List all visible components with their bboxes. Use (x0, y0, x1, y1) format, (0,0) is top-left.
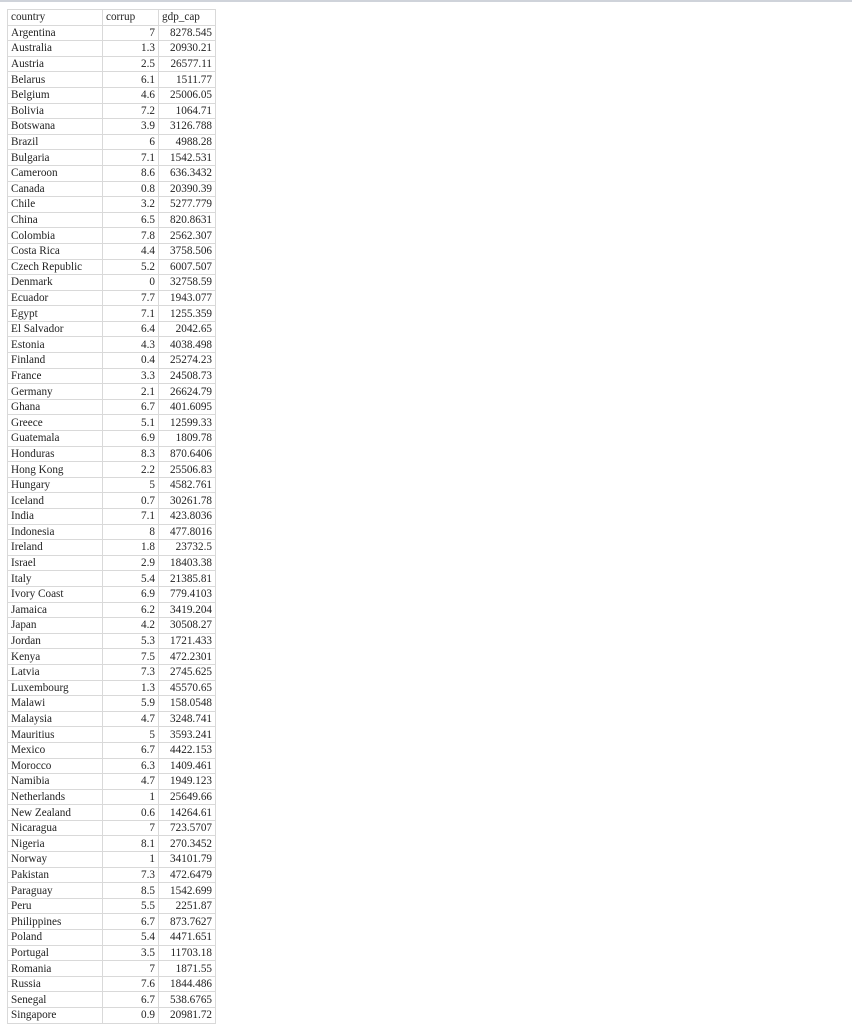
data-table (7, 9, 216, 1024)
country-cell[interactable]: Peru (8, 898, 103, 914)
gdp-cap-cell[interactable]: 4038.498 (159, 337, 216, 353)
country-cell[interactable]: Belarus (8, 72, 103, 88)
table-row (8, 540, 216, 556)
gdp-cap-cell[interactable]: 723.5707 (159, 820, 216, 836)
corrup-cell[interactable]: 7.7 (103, 290, 159, 306)
table-row (8, 87, 216, 103)
column-header-country[interactable]: country (8, 10, 103, 26)
corrup-cell[interactable]: 8.1 (103, 836, 159, 852)
corrup-cell[interactable]: 7.8 (103, 228, 159, 244)
gdp-cap-cell[interactable]: 30508.27 (159, 618, 216, 634)
country-cell[interactable]: Russia (8, 976, 103, 992)
country-cell[interactable]: Morocco (8, 758, 103, 774)
country-cell[interactable]: Malaysia (8, 711, 103, 727)
country-cell[interactable]: Chile (8, 197, 103, 213)
gdp-cap-cell[interactable]: 25274.23 (159, 353, 216, 369)
gdp-cap-cell[interactable]: 5277.779 (159, 197, 216, 213)
corrup-cell[interactable]: 2.1 (103, 384, 159, 400)
gdp-cap-cell[interactable]: 12599.33 (159, 415, 216, 431)
corrup-cell[interactable]: 4.7 (103, 711, 159, 727)
corrup-cell[interactable]: 7.2 (103, 103, 159, 119)
country-cell[interactable]: Costa Rica (8, 243, 103, 259)
country-cell[interactable]: Belgium (8, 87, 103, 103)
country-cell[interactable]: Ivory Coast (8, 586, 103, 602)
gdp-cap-cell[interactable]: 1511.77 (159, 72, 216, 88)
table-row (8, 742, 216, 758)
corrup-cell[interactable]: 7.1 (103, 306, 159, 322)
table-row (8, 243, 216, 259)
gdp-cap-cell[interactable]: 820.8631 (159, 212, 216, 228)
corrup-cell[interactable]: 6.9 (103, 431, 159, 447)
table-row (8, 961, 216, 977)
table-row (8, 212, 216, 228)
corrup-cell[interactable]: 5.5 (103, 898, 159, 914)
gdp-cap-cell[interactable]: 14264.61 (159, 805, 216, 821)
corrup-cell[interactable]: 8 (103, 524, 159, 540)
corrup-cell[interactable]: 3.2 (103, 197, 159, 213)
country-cell[interactable]: Egypt (8, 306, 103, 322)
gdp-cap-cell[interactable]: 4582.761 (159, 477, 216, 493)
table-row (8, 103, 216, 119)
table-row (8, 275, 216, 291)
corrup-cell[interactable]: 1 (103, 789, 159, 805)
table-row (8, 197, 216, 213)
table-row (8, 727, 216, 743)
corrup-cell[interactable]: 3.3 (103, 368, 159, 384)
country-cell[interactable]: Kenya (8, 649, 103, 665)
table-row (8, 446, 216, 462)
gdp-cap-cell[interactable]: 1871.55 (159, 961, 216, 977)
corrup-cell[interactable]: 8.6 (103, 165, 159, 181)
gdp-cap-cell[interactable]: 25006.05 (159, 87, 216, 103)
gdp-cap-cell[interactable]: 1949.123 (159, 774, 216, 790)
country-cell[interactable]: Brazil (8, 134, 103, 150)
corrup-cell[interactable]: 8.3 (103, 446, 159, 462)
table-row (8, 945, 216, 961)
gdp-cap-cell[interactable]: 6007.507 (159, 259, 216, 275)
country-cell[interactable]: Italy (8, 571, 103, 587)
country-cell[interactable]: Finland (8, 353, 103, 369)
table-row (8, 867, 216, 883)
corrup-cell[interactable]: 6.7 (103, 992, 159, 1008)
gdp-cap-cell[interactable]: 3593.241 (159, 727, 216, 743)
corrup-cell[interactable]: 7.1 (103, 150, 159, 166)
country-cell[interactable]: Nicaragua (8, 820, 103, 836)
table-row (8, 711, 216, 727)
table-row (8, 25, 216, 41)
table-row (8, 820, 216, 836)
gdp-cap-cell[interactable]: 20981.72 (159, 1008, 216, 1024)
country-cell[interactable]: Malawi (8, 696, 103, 712)
table-row (8, 618, 216, 634)
country-cell[interactable]: Ghana (8, 399, 103, 415)
country-cell[interactable]: Mexico (8, 742, 103, 758)
corrup-cell[interactable]: 0.4 (103, 353, 159, 369)
table-row (8, 805, 216, 821)
gdp-cap-cell[interactable]: 1064.71 (159, 103, 216, 119)
country-cell[interactable]: Namibia (8, 774, 103, 790)
gdp-cap-cell[interactable]: 472.2301 (159, 649, 216, 665)
table-row (8, 337, 216, 353)
gdp-cap-cell[interactable]: 538.6765 (159, 992, 216, 1008)
country-cell[interactable]: Germany (8, 384, 103, 400)
gdp-cap-cell[interactable]: 23732.5 (159, 540, 216, 556)
country-cell[interactable]: Romania (8, 961, 103, 977)
gdp-cap-cell[interactable]: 8278.545 (159, 25, 216, 41)
gdp-cap-cell[interactable]: 1542.531 (159, 150, 216, 166)
table-row (8, 72, 216, 88)
gdp-cap-cell[interactable]: 45570.65 (159, 680, 216, 696)
table-row (8, 789, 216, 805)
corrup-cell[interactable]: 5.4 (103, 930, 159, 946)
corrup-cell[interactable]: 8.5 (103, 883, 159, 899)
table-row (8, 56, 216, 72)
gdp-cap-cell[interactable]: 423.8036 (159, 509, 216, 525)
gdp-cap-cell[interactable]: 1409.461 (159, 758, 216, 774)
gdp-cap-cell[interactable]: 2042.65 (159, 321, 216, 337)
country-cell[interactable]: Guatemala (8, 431, 103, 447)
table-row (8, 259, 216, 275)
country-cell[interactable]: Indonesia (8, 524, 103, 540)
table-row (8, 633, 216, 649)
corrup-cell[interactable]: 0 (103, 275, 159, 291)
country-cell[interactable]: Estonia (8, 337, 103, 353)
gdp-cap-cell[interactable]: 18403.38 (159, 555, 216, 571)
table-row (8, 493, 216, 509)
country-cell[interactable]: Cameroon (8, 165, 103, 181)
corrup-cell[interactable]: 4.2 (103, 618, 159, 634)
corrup-cell[interactable]: 5 (103, 727, 159, 743)
corrup-cell[interactable]: 7 (103, 961, 159, 977)
country-cell[interactable]: Pakistan (8, 867, 103, 883)
country-cell[interactable]: New Zealand (8, 805, 103, 821)
table-row (8, 399, 216, 415)
corrup-cell[interactable]: 7.1 (103, 509, 159, 525)
country-cell[interactable]: Israel (8, 555, 103, 571)
gdp-cap-cell[interactable]: 1844.486 (159, 976, 216, 992)
corrup-cell[interactable]: 5.4 (103, 571, 159, 587)
table-row (8, 852, 216, 868)
table-row (8, 555, 216, 571)
gdp-cap-cell[interactable]: 472.6479 (159, 867, 216, 883)
table-row (8, 306, 216, 322)
corrup-cell[interactable]: 2.5 (103, 56, 159, 72)
country-cell[interactable]: El Salvador (8, 321, 103, 337)
country-cell[interactable]: France (8, 368, 103, 384)
window-top-border (0, 0, 852, 2)
gdp-cap-cell[interactable]: 3126.788 (159, 119, 216, 135)
country-cell[interactable]: Czech Republic (8, 259, 103, 275)
gdp-cap-cell[interactable]: 2251.87 (159, 898, 216, 914)
gdp-cap-cell[interactable]: 26624.79 (159, 384, 216, 400)
country-cell[interactable]: Hong Kong (8, 462, 103, 478)
corrup-cell[interactable]: 6.7 (103, 914, 159, 930)
gdp-cap-cell[interactable]: 158.0548 (159, 696, 216, 712)
gdp-cap-cell[interactable]: 4422.153 (159, 742, 216, 758)
gdp-cap-cell[interactable]: 1943.077 (159, 290, 216, 306)
corrup-cell[interactable]: 4.3 (103, 337, 159, 353)
gdp-cap-cell[interactable]: 870.6406 (159, 446, 216, 462)
corrup-cell[interactable]: 7.3 (103, 867, 159, 883)
corrup-cell[interactable]: 1.3 (103, 41, 159, 57)
country-cell[interactable]: Nigeria (8, 836, 103, 852)
table-row (8, 384, 216, 400)
corrup-cell[interactable]: 6.1 (103, 72, 159, 88)
table-row (8, 321, 216, 337)
gdp-cap-cell[interactable]: 270.3452 (159, 836, 216, 852)
table-row (8, 228, 216, 244)
country-cell[interactable]: Jamaica (8, 602, 103, 618)
table-row (8, 649, 216, 665)
table-row (8, 883, 216, 899)
gdp-cap-cell[interactable]: 1255.359 (159, 306, 216, 322)
table-row (8, 602, 216, 618)
country-cell[interactable]: Colombia (8, 228, 103, 244)
table-row (8, 680, 216, 696)
gdp-cap-cell[interactable]: 477.8016 (159, 524, 216, 540)
corrup-cell[interactable]: 7.5 (103, 649, 159, 665)
table-row (8, 898, 216, 914)
table-row (8, 930, 216, 946)
table-row (8, 41, 216, 57)
table-row (8, 914, 216, 930)
country-cell[interactable]: Mauritius (8, 727, 103, 743)
table-row (8, 150, 216, 166)
gdp-cap-cell[interactable]: 4988.28 (159, 134, 216, 150)
table-row (8, 696, 216, 712)
corrup-cell[interactable]: 3.5 (103, 945, 159, 961)
gdp-cap-cell[interactable]: 30261.78 (159, 493, 216, 509)
table-row (8, 509, 216, 525)
gdp-cap-cell[interactable]: 3419.204 (159, 602, 216, 618)
corrup-cell[interactable]: 1.8 (103, 540, 159, 556)
country-cell[interactable]: Portugal (8, 945, 103, 961)
country-cell[interactable]: China (8, 212, 103, 228)
corrup-cell[interactable]: 6.3 (103, 758, 159, 774)
table-row (8, 134, 216, 150)
country-cell[interactable]: Bulgaria (8, 150, 103, 166)
table-row (8, 462, 216, 478)
corrup-cell[interactable]: 3.9 (103, 119, 159, 135)
corrup-cell[interactable]: 6.5 (103, 212, 159, 228)
country-cell[interactable]: Poland (8, 930, 103, 946)
table-row (8, 836, 216, 852)
corrup-cell[interactable]: 6.4 (103, 321, 159, 337)
table-row (8, 524, 216, 540)
gdp-cap-cell[interactable]: 636.3432 (159, 165, 216, 181)
gdp-cap-cell[interactable]: 1721.433 (159, 633, 216, 649)
country-cell[interactable]: Canada (8, 181, 103, 197)
header-row (8, 10, 216, 26)
country-cell[interactable]: Jordan (8, 633, 103, 649)
country-cell[interactable]: Philippines (8, 914, 103, 930)
corrup-cell[interactable]: 4.4 (103, 243, 159, 259)
corrup-cell[interactable]: 7 (103, 820, 159, 836)
corrup-cell[interactable]: 5.3 (103, 633, 159, 649)
country-cell[interactable]: Denmark (8, 275, 103, 291)
country-cell[interactable]: Hungary (8, 477, 103, 493)
gdp-cap-cell[interactable]: 20930.21 (159, 41, 216, 57)
country-cell[interactable]: Singapore (8, 1008, 103, 1024)
corrup-cell[interactable]: 5 (103, 477, 159, 493)
corrup-cell[interactable]: 7.3 (103, 664, 159, 680)
corrup-cell[interactable]: 0.7 (103, 493, 159, 509)
gdp-cap-cell[interactable]: 21385.81 (159, 571, 216, 587)
table-row (8, 181, 216, 197)
corrup-cell[interactable]: 6 (103, 134, 159, 150)
table-row (8, 119, 216, 135)
gdp-cap-cell[interactable]: 11703.18 (159, 945, 216, 961)
gdp-cap-cell[interactable]: 34101.79 (159, 852, 216, 868)
table-row (8, 368, 216, 384)
country-cell[interactable]: Norway (8, 852, 103, 868)
table-row (8, 758, 216, 774)
table-row (8, 477, 216, 493)
table-row (8, 415, 216, 431)
corrup-cell[interactable]: 6.2 (103, 602, 159, 618)
gdp-cap-cell[interactable]: 2745.625 (159, 664, 216, 680)
corrup-cell[interactable]: 1 (103, 852, 159, 868)
gdp-cap-cell[interactable]: 20390.39 (159, 181, 216, 197)
corrup-cell[interactable]: 6.7 (103, 742, 159, 758)
country-cell[interactable]: Greece (8, 415, 103, 431)
gdp-cap-cell[interactable]: 1542.699 (159, 883, 216, 899)
country-cell[interactable]: Australia (8, 41, 103, 57)
corrup-cell[interactable]: 4.7 (103, 774, 159, 790)
table-row (8, 664, 216, 680)
table-row (8, 774, 216, 790)
table-row (8, 1008, 216, 1024)
column-header-corrup[interactable]: corrup (103, 10, 159, 26)
gdp-cap-cell[interactable]: 24508.73 (159, 368, 216, 384)
table-row (8, 290, 216, 306)
table-row (8, 586, 216, 602)
country-cell[interactable]: Ecuador (8, 290, 103, 306)
country-cell[interactable]: Bolivia (8, 103, 103, 119)
gdp-cap-cell[interactable]: 779.4103 (159, 586, 216, 602)
country-cell[interactable]: Senegal (8, 992, 103, 1008)
corrup-cell[interactable]: 1.3 (103, 680, 159, 696)
country-cell[interactable]: Austria (8, 56, 103, 72)
table-row (8, 353, 216, 369)
country-cell[interactable]: Paraguay (8, 883, 103, 899)
corrup-cell[interactable]: 6.9 (103, 586, 159, 602)
corrup-cell[interactable]: 5.2 (103, 259, 159, 275)
corrup-cell[interactable]: 0.6 (103, 805, 159, 821)
table-row (8, 976, 216, 992)
corrup-cell[interactable]: 2.9 (103, 555, 159, 571)
country-cell[interactable]: Iceland (8, 493, 103, 509)
corrup-cell[interactable]: 6.7 (103, 399, 159, 415)
country-cell[interactable]: Honduras (8, 446, 103, 462)
country-cell[interactable]: Japan (8, 618, 103, 634)
gdp-cap-cell[interactable]: 25649.66 (159, 789, 216, 805)
column-header-gdp-cap[interactable]: gdp_cap (159, 10, 216, 26)
gdp-cap-cell[interactable]: 26577.11 (159, 56, 216, 72)
table-row (8, 992, 216, 1008)
country-cell[interactable]: Botswana (8, 119, 103, 135)
country-cell[interactable]: Latvia (8, 664, 103, 680)
corrup-cell[interactable]: 5.1 (103, 415, 159, 431)
table-row (8, 571, 216, 587)
gdp-cap-cell[interactable]: 3758.506 (159, 243, 216, 259)
gdp-cap-cell[interactable]: 401.6095 (159, 399, 216, 415)
country-cell[interactable]: India (8, 509, 103, 525)
table-row (8, 431, 216, 447)
corrup-cell[interactable]: 2.2 (103, 462, 159, 478)
country-cell[interactable]: Argentina (8, 25, 103, 41)
corrup-cell[interactable]: 0.9 (103, 1008, 159, 1024)
gdp-cap-cell[interactable]: 32758.59 (159, 275, 216, 291)
gdp-cap-cell[interactable]: 873.7627 (159, 914, 216, 930)
corrup-cell[interactable]: 5.9 (103, 696, 159, 712)
table-row (8, 165, 216, 181)
country-cell[interactable]: Luxembourg (8, 680, 103, 696)
gdp-cap-cell[interactable]: 2562.307 (159, 228, 216, 244)
country-cell[interactable]: Ireland (8, 540, 103, 556)
gdp-cap-cell[interactable]: 4471.651 (159, 930, 216, 946)
corrup-cell[interactable]: 7.6 (103, 976, 159, 992)
corrup-cell[interactable]: 0.8 (103, 181, 159, 197)
country-cell[interactable]: Netherlands (8, 789, 103, 805)
gdp-cap-cell[interactable]: 1809.78 (159, 431, 216, 447)
gdp-cap-cell[interactable]: 3248.741 (159, 711, 216, 727)
gdp-cap-cell[interactable]: 25506.83 (159, 462, 216, 478)
corrup-cell[interactable]: 7 (103, 25, 159, 41)
corrup-cell[interactable]: 4.6 (103, 87, 159, 103)
